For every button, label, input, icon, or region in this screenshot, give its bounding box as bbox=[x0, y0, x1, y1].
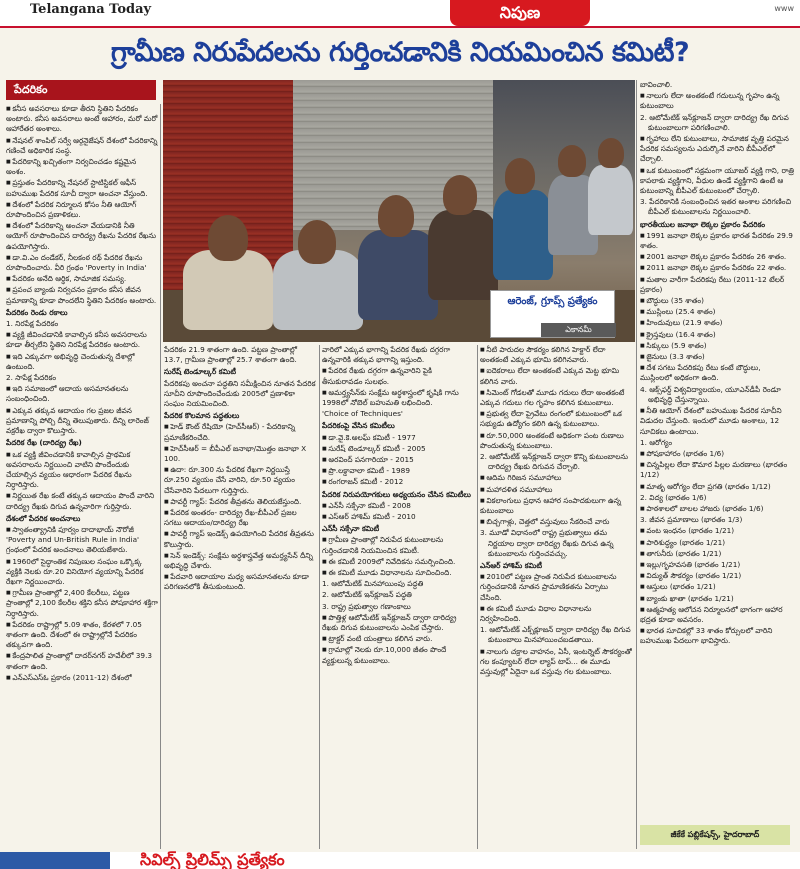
paragraph: 2. విద్య (భారతం 1/6) bbox=[640, 492, 707, 502]
bullet-point: ■ పావర్టీ గ్యాప్: పేదరిక తీవ్రతను తెలియజేస్తుంది. bbox=[164, 497, 316, 507]
bullet-point: ■ పారిశుద్ధ్యం (భారతం 1/21) bbox=[640, 538, 794, 548]
bullet-point: ■ ఈ కమిటీ మూడు విధాల విధానాలను నిర్వహించింది. bbox=[480, 604, 632, 624]
bullet-point: ■ నాలుగు చక్రాల వాహనం, ఏసీ, ఇంటర్నెట్ సౌకర్యంతో గల కంప్యూటర్ లేదా ల్యాప్ టాప్... ఈ మూడు వస్తువుల్లో ఏదైనా ఒక వస్తువు గల కుటుంబాలు. bbox=[480, 647, 632, 678]
bullet-point: ■ గ్రామాల్లో నెలకు రూ.10,000 జీతం పొందే వ్యక్తులున్న కుటుంబాలు. bbox=[322, 645, 474, 665]
subheading: సురేష్ టెండూల్కర్ కమిటీ bbox=[164, 367, 236, 377]
photo-figure-head bbox=[378, 195, 414, 237]
bullet-point: ■ ముస్లింలు (25.4 శాతం) bbox=[640, 307, 794, 317]
bullet-point: ■ భారత సూచికల్లో 33 శాతం కోర్సులలో వారిని బహుముఖ పేదలుగా భావిస్తారు. bbox=[640, 626, 794, 646]
paragraph: పేదరికం 21.9 శాతంగా ఉంది. పట్టణ ప్రాంతాల్లో 13.7, గ్రామీణ ప్రాంతాల్లో 25.7 శాతంగా ఉంది. bbox=[164, 345, 298, 365]
subheading: పేదరిక నిరుపయోగకులు అధ్యయనం చేసిన కమిటీలు bbox=[322, 489, 471, 499]
bullet-point: ■ నీటి పారుదల సౌకర్యం కలిగిన హెక్టార్ లేదా అంతకంటే ఎక్కువ భూమి కలిగినవారు. bbox=[480, 345, 632, 365]
bullet-point: ■ ఇది సమాజంలో ఆదాయ అసమానతలను సంబంధించింది. bbox=[6, 384, 158, 404]
bullet-point: ■ ఎన్‌ఎస్‌ఎస్‌ఓ ప్రకారం (2011-12) దేశంలో bbox=[6, 673, 158, 683]
bullet-point: ■ గ్రామీణ ప్రాంతాల్లో నిరుపేద కుటుంబాలను గుర్తించడానికి నియమించిన కమిటీ. bbox=[322, 535, 474, 555]
column-divider bbox=[477, 345, 478, 849]
bullet-point: ■ నేషనల్ శాంపిల్ సర్వే ఆర్గనైజేషన్ దేశంలో పేదరికాన్ని గణించే అధికారిక సంస్థ. bbox=[6, 136, 158, 156]
bullet-point: ■ అమర్త్యసేన్‌కు సంక్షేమ అర్థశాస్త్రంలో కృషికి గాను 1998లో నోబెల్ బహుమతి లభించింది. bbox=[322, 388, 474, 408]
bullet-point: ■ ఒక కుటుంబంలో సక్రమంగా యూజర్ వ్యక్తి గాని, రాత్రి కాపలాకు వ్యక్తిగాని, వీధుల ఉండే వ్యక్తిగాని ఉంటే ఆ కుటుంబాన్ని బీపీఎల్ కుటుంబంలో చేర్చాలి. bbox=[640, 166, 794, 197]
paragraph: 2. ఆటోమేటిక్ ఇన్‌క్లూజన్ పద్ధతి bbox=[322, 590, 412, 600]
bullet-point: ■ సిక్కులు (5.9 శాతం) bbox=[640, 341, 794, 351]
bullet-point: ■ పేదవారి ఆదాయాల మధ్య అసమానతలను కూడా పరిగణనలోకి తీసుకుంటుంది. bbox=[164, 572, 316, 592]
bullet-point: ■ జైనులు (3.3 శాతం) bbox=[640, 352, 794, 362]
paragraph: 3. జీవన ప్రమాణాలు (భారతం 1/3) bbox=[640, 515, 743, 525]
section-tag: పేదరికం bbox=[6, 80, 156, 100]
bullet-point: ■ సిమెంట్ గోడలతో మూడు గదులు లేదా అంతకంటే ఎక్కువ గదులు గల గృహం కలిగిన కుటుంబాలు. bbox=[480, 388, 632, 408]
bullet-point: ■ మహాదళిత సమూహాలు bbox=[480, 485, 632, 495]
bullet-point: ■ సెన్ ఇండెక్స్: సంక్షేమ అర్థశాస్త్రవేత్త అమర్త్యసేన్ దీన్ని అభివృద్ధి చేశారు. bbox=[164, 551, 316, 571]
bullet-point: ■ దేశంలో పేదరికాన్ని అంచనా వేయడానికి నీతి ఆయోగ్ రూపొందించిన దారిద్య్ర రేఖను పేదరిక రేఖను ఉపయోగిస్తారు. bbox=[6, 221, 158, 252]
bullet-point: ■ ఒక వ్యక్తి జీవించడానికి కావాల్సిన ప్రాథమిక అవసరాలను నిర్ణయించి వాటిని పొందేందుకు చేయాల్సిన వ్యయం ఆధారంగా పేదరిక రేఖను నిర్ధారిస్తారు. bbox=[6, 450, 158, 491]
paragraph: 2. సాపేక్ష పేదరికం bbox=[6, 373, 57, 383]
bullet-point: ■ ఎస్‌ఆర్ హాశిమ్ కమిటీ - 2010 bbox=[322, 512, 474, 522]
bullet-point: ■ పేదరిక అంతరం- దారిద్య్ర రేఖ-బీపీఎల్ ప్రజల సగటు ఆదాయం/దారిద్య్ర రేఖ bbox=[164, 508, 316, 528]
bullet-point: ■ 1991 జనాభా లెక్కల ప్రకారం భారత పేదరికం 29.9 శాతం. bbox=[640, 231, 794, 251]
bullet-point: ■ పోషకాహారం (భారతం 1/6) bbox=[640, 449, 794, 459]
bullet-point: ■ ఈ కమిటీ మూడు విధానాలను సూచించింది. bbox=[322, 568, 474, 578]
bullet-point: ■ డా.వై.కె.అలఘ్ కమిటీ - 1977 bbox=[322, 433, 474, 443]
bullet-point: ■ వ్యక్తి జీవించడానికి కావాల్సిన కనీస అవసరాలను కూడా తీర్చలేని స్థితిని నిరపేక్ష పేదరికం అంటారు. bbox=[6, 330, 158, 350]
paragraph: వారిలో ఎక్కువ భాగాన్ని పేదరిక రేఖకు దగ్గరగా ఉన్నవారికి తక్కువ భాగాన్ని ఇస్తుంది. bbox=[322, 345, 451, 365]
bullet-point: ■ పేదరికం అనేది ఆర్థిక, సామాజిక సమస్య. bbox=[6, 274, 158, 284]
paragraph: 3. మూడో విధానంలో రాష్ట్ర ప్రభుత్వాలు తమ నిర్ణయాల ద్వారా దారిద్య్ర రేఖకు దిగువ ఉన్న కుటుంబాలను గుర్తించవచ్చు. bbox=[480, 528, 614, 558]
column-divider bbox=[636, 80, 637, 849]
photo-figure-head bbox=[443, 175, 477, 215]
paragraph: 1. ఆటోమేటిక్ ఎక్స్‌క్లూజన్ ద్వారా దారిద్య్ర రేఖ దిగువ కుటుంబాలు మినహాయించబడతాయి. bbox=[480, 625, 631, 645]
bullet-point: ■ హెచ్‌సీఆర్ = బీపీఎల్ జనాభా/మొత్తం జనాభా X 100. bbox=[164, 444, 316, 464]
paragraph: 4. ఆక్స్‌ఫర్డ్ విశ్వవిద్యాలయం, యూఎన్‌డీపీ రెండూ అభివృద్ధి చేస్తున్నాయి. bbox=[640, 384, 781, 404]
article-column-4 bbox=[480, 345, 632, 849]
article-column-3 bbox=[322, 345, 474, 849]
masthead bbox=[0, 0, 800, 28]
bullet-point: ■ ఇది ఎక్కువగా అభివృద్ధి చెందుతున్న దేశాల్లో ఉంటుంది. bbox=[6, 352, 158, 372]
bullet-point: ■ నీతి ఆయోగ్ దేశంలో బహుముఖ పేదరిక సూచీని విడుదల చేస్తుంది. ఇందులో మూడు అంశాలు, 12 సూచికలు ఉంటాయి. bbox=[640, 406, 794, 437]
footer-text: సివిల్స్ ప్రిలిమ్స్ ప్రత్యేకం bbox=[140, 850, 285, 869]
bullet-point: ■ నిర్ణయిత రేఖ కంటే తక్కువ ఆదాయం పొందే వారిని దారిద్య్ర రేఖకు దిగువ ఉన్నవారిగా గుర్తిస్తారు. bbox=[6, 491, 158, 511]
paragraph: 1. నిరపేక్ష పేదరికం bbox=[6, 319, 59, 329]
bullet-point: ■ పేదరికం రాష్ట్రాల్లో 5.09 శాతం, కేరళలో 7.05 శాతంగా ఉంది. దేశంలో ఈ రాష్ట్రాల్లోనే పేదరికం తక్కువగా ఉంది. bbox=[6, 620, 158, 651]
bullet-point: ■ అరవింద్ పనగారియా - 2015 bbox=[322, 455, 474, 465]
paragraph: 2. ఆటోమేటిక్ ఇన్‌క్లూజన్ ద్వారా కొన్ని కుటుంబాలను దారిద్య్ర రేఖకు దిగువన చేర్చాలి. bbox=[480, 452, 629, 472]
bullet-point: ■ బౌద్ధులు (35 శాతం) bbox=[640, 296, 794, 306]
photo-figure-head bbox=[558, 145, 586, 177]
bullet-point: ■ రూ.50,000 అంతకంటే అధికంగా పంట రుణాలు పొందుతున్న కుటుంబాలు. bbox=[480, 431, 632, 451]
bullet-point: ■ ప్రపంచ బ్యాంకు నిర్వచనం ప్రకారం కనీస జీవన ప్రమాణాన్ని కూడా పొందలేని స్థితిని పేదరికం అంటారు. bbox=[6, 285, 158, 305]
web-label: www bbox=[774, 4, 794, 13]
bullet-point: ■ గృహాలు లేని కుటుంబాలు, సామాజిక వృత్తి పరమైన పేదరిక సమస్యలను ఎదుర్కొనే వారిని బీపీఎల్‌లో చేర్చాలి. bbox=[640, 134, 794, 165]
photo-tag: ఎకానమీ bbox=[541, 323, 616, 337]
paragraph: 3. పేదరికానికి సంబంధించిన ఇతర అంశాల పరిగణించి బీపీఎల్ కుటుంబాలను నిర్ణయించాలి. bbox=[640, 197, 792, 217]
photo-caption-box bbox=[490, 290, 615, 338]
bullet-point: ■ ఐదెకరాలు లేదా అంతకంటే ఎక్కువ మెట్ట భూమి కలిగిన వారు. bbox=[480, 366, 632, 386]
bullet-point: ■ ఎన్‌సీ సక్సేనా కమిటీ - 2008 bbox=[322, 501, 474, 511]
bullet-point: ■ పేదరిక రేఖకు దగ్గరగా ఉన్నవారిని పైకి తీసుకురావడం సులభం. bbox=[322, 366, 474, 386]
bullet-point: ■ ఆత్మహత్య ఆలోచన నిర్మూలనలో భాగంగా ఆహార భద్రత కూడా అవసరం. bbox=[640, 605, 794, 625]
bullet-point: ■ మతాల వారీగా పేదరికపు రేటు (2011-12 టేలర్ ప్రకారం) bbox=[640, 275, 794, 295]
subheading: ఎన్‌సీ సక్సేనా కమిటీ bbox=[322, 524, 380, 534]
paragraph: 2. ఆటోమేటిక్ ఇన్‌క్లూజన్ ద్వారా దారిద్య్ర రేఖ దిగువ కుటుంబాలుగా పరిగణించాలి. bbox=[640, 112, 789, 132]
page-headline: గ్రామీణ నిరుపేదలను గుర్తించడానికి నియమించిన కమిటీ? bbox=[110, 37, 690, 68]
bullet-point: ■ ఇల్లు/గృహవసతి (భారతం 1/21) bbox=[640, 560, 794, 570]
bullet-point: ■ తాగునీరు (భారతం 1/21) bbox=[640, 549, 794, 559]
column-divider bbox=[319, 345, 320, 849]
article-column-5 bbox=[640, 80, 794, 822]
subheading: భారతీయుల జనాభా లెక్కల ప్రకారం పేదరికం bbox=[640, 219, 766, 229]
footer-strip bbox=[0, 852, 800, 869]
byline: జీకేకే పబ్లికేషన్స్, హైదరాబాద్ bbox=[640, 825, 790, 845]
paragraph: 1. ఆటోమేటిక్ మినహాయింపు పద్ధతి bbox=[322, 579, 424, 589]
bullet-point: ■ 2011 జనాభా లెక్కల ప్రకారం పేదరికం 22 శాతం. bbox=[640, 263, 794, 273]
bullet-point: ■ 2010లో పట్టణ ప్రాంత నిరుపేద కుటుంబాలను గుర్తించడానికి నూతన ప్రామాణికతను ఏర్పాటు చేసింది. bbox=[480, 572, 632, 603]
bullet-point: ■ క్రైస్తవులు (16.4 శాతం) bbox=[640, 330, 794, 340]
subheading: పేదరికం రెండు రకాలు bbox=[6, 307, 68, 317]
bullet-point: ■ ఆస్తులు (భారతం 1/21) bbox=[640, 582, 794, 592]
bullet-point: ■ పాఠశాలలో బాలల హాజరు (భారతం 1/6) bbox=[640, 504, 794, 514]
bullet-point: ■ ప్రొ.లక్డావాలా కమిటీ - 1989 bbox=[322, 466, 474, 476]
article-column-1 bbox=[6, 104, 158, 849]
bullet-point: ■ కనీస అవసరాలు కూడా తీరని స్థితిని పేదరికం అంటారు. కనీస అవసరాలు అంటే ఆహారం, మరో మరో ఆహారేతర అంశాలు. bbox=[6, 104, 158, 135]
subheading: ఎన్‌ఆర్ హాశిమ్ కమిటీ bbox=[480, 561, 542, 571]
subheading: పేదరికంపై వేసిన కమిటీలు bbox=[322, 421, 395, 431]
paragraph: బావించాలి. bbox=[640, 80, 673, 89]
photo-figure bbox=[358, 230, 438, 320]
subheading: పేదరిక కొలమాన పద్ధతులు bbox=[164, 411, 240, 421]
bullet-point: ■ పేదరికాన్ని ఖచ్చితంగా నిర్వచించడం కష్టమైన అంశం. bbox=[6, 157, 158, 177]
bullet-point: ■ దేశంలో పేదరిక నిర్మూలన కోసం నీతి ఆయోగ్ రూపొందించిన ప్రణాళికలు. bbox=[6, 200, 158, 220]
subheading: దేశంలో పేదరిక అంచనాలు bbox=[6, 513, 81, 523]
column-divider bbox=[160, 104, 161, 849]
bullet-point: ■ హెడ్ కౌంట్ రేషియో (హెచ్‌సీఆర్) - పేదరికాన్ని ప్రమాణీకరించేది. bbox=[164, 422, 316, 442]
bullet-point: ■ వికలాంగులు ప్రధాన ఆహార సంపాదకులుగా ఉన్న కుటుంబాలు bbox=[480, 496, 632, 516]
bullet-point: ■ సురేష్ టెండూల్కర్ కమిటీ - 2005 bbox=[322, 444, 474, 454]
newspaper-name: Telangana Today bbox=[30, 2, 152, 17]
bullet-point: ■ హిందువులు (21.9 శాతం) bbox=[640, 318, 794, 328]
bullet-point: ■ కేంద్రపాలిత ప్రాంతాల్లో దాదర్‌నగర్ హవేలీలో 39.3 శాతంగా ఉంది. bbox=[6, 651, 158, 671]
bullet-point: ■ ఆదిమ గిరిజన సమూహాలు bbox=[480, 473, 632, 483]
bullet-point: ■ బిచ్చగాళ్లు, చెత్తలో వస్తువులు సేకరించే వారు bbox=[480, 517, 632, 527]
bullet-point: ■ డా.వి.ఎం దండేకర్, నీలకంఠ రథ్ పేదరిక రేఖను రూపొందించారు. వీరి గ్రంథం 'Poverty in India' bbox=[6, 253, 158, 273]
photo-figure bbox=[588, 165, 633, 235]
bullet-point: ■ బ్యాంకు ఖాతా (భారతం 1/21) bbox=[640, 594, 794, 604]
bullet-point: ■ దేశ సగటు పేదరికపు రేటు కంటే బౌద్ధులు, ముస్లింలలో అధికంగా ఉంది. bbox=[640, 363, 794, 383]
bullet-point: ■ ఉదా: రూ.300 ను పేదరిక రేఖగా నిర్ణయిస్తే రూ.250 వ్యయం చేసే వారిని, రూ.50 వ్యయం చేసేవారిని పేదలుగా గుర్తిస్తారు. bbox=[164, 465, 316, 496]
bullet-point: ■ గ్రామీణ ప్రాంతాల్లో 2,400 కేలరీలు, పట్టణ ప్రాంతాల్లో 2,100 కేలరీల శక్తిని కనీస పోషకాహార శక్తిగా నిర్ధారిస్తారు. bbox=[6, 588, 158, 619]
bullet-point: ■ పావర్టీ గ్యాప్ ఇండెక్స్ ఉపయోగించి పేదరిక తీవ్రతను కొలుస్తారు. bbox=[164, 529, 316, 549]
bullet-point: ■ ఈ కమిటీ 2009లో నివేదికను సమర్పించింది. bbox=[322, 557, 474, 567]
subheading: పేదరిక రేఖ (దారిద్య్ర రేఖ) bbox=[6, 438, 82, 448]
photo-figure bbox=[428, 210, 498, 300]
photo-figure bbox=[183, 250, 273, 330]
bullet-point: ■ 1960లో సైద్ధాంతిక నిపుణుల సంఘం ఒక్కొక్క వ్యక్తికి నెలకు రూ.20 వినియోగ వ్యయాన్ని పేదరిక రేఖగా నిర్ణయించారు. bbox=[6, 557, 158, 588]
bullet-point: ■ ఎక్కువ తక్కువ ఆదాయం గల ప్రజల జీవన ప్రమాణాన్ని పోల్చి దీన్ని తెలుపుతారు. దీన్ని లారెంజ్ వక్రరేఖ ద్వారా కొలుస్తారు. bbox=[6, 406, 158, 437]
footer-blue-block bbox=[0, 852, 110, 869]
article-column-2 bbox=[164, 345, 316, 849]
bullet-point: ■ ట్రాక్టర్ వంటి యంత్రాలు కలిగిన వారు. bbox=[322, 634, 474, 644]
bullet-point: ■ వంట ఇంధనం (భారతం 1/21) bbox=[640, 526, 794, 536]
photo-figure-head bbox=[298, 220, 336, 264]
bullet-point: ■ ప్రస్తుతం పేదరికాన్ని నేషనల్ స్టాటిస్టికల్ ఆఫీస్ బహుముఖ పేదరిక సూచీ ద్వారా అంచనా వేస్తుంది. bbox=[6, 178, 158, 198]
bullet-point: ■ మాతృ ఆరోగ్యం లేదా ప్రగతి (భారతం 1/12) bbox=[640, 482, 794, 492]
paragraph: పేదరికపు అంచనా పద్ధతిని సమీక్షించిన నూతన పేదరిక సూచీని రూపొందించేందుకు 2005లో ప్రణాళికా సంఘం నియమించింది. bbox=[164, 378, 316, 409]
bullet-point: ■ నాలుగు లేదా అంతకంటే గదులున్న గృహం ఉన్న కుటుంబాలు bbox=[640, 91, 794, 111]
bullet-point: ■ పొత్తిళ్ల ఆటోమేటిక్ ఇన్‌క్లూజన్ ద్వారా దారిద్య్ర రేఖకు దిగువ కుటుంబాలను ఎంపిక చేస్తారు. bbox=[322, 613, 474, 633]
paragraph: 'Choice of Techniques' bbox=[322, 409, 403, 419]
bullet-point: ■ 2001 జనాభా లెక్కల ప్రకారం పేదరికం 26 శాతం. bbox=[640, 252, 794, 262]
photo-figure-head bbox=[208, 215, 248, 261]
photo-caption: ఆరెంజ్, గ్రూప్స్ ప్రత్యేకం bbox=[507, 296, 598, 307]
photo-figure-head bbox=[598, 138, 624, 168]
bullet-point: ■ రంగరాజన్ కమిటీ - 2012 bbox=[322, 477, 474, 487]
photo-figure bbox=[493, 190, 553, 280]
bullet-point: ■ స్వాతంత్య్రానికి పూర్వం దాదాభాయ్ నౌరోజీ 'Poverty and Un-British Rule in India' గ్రంథంలో పేదరిక అంచనాలు తెలియజేశారు. bbox=[6, 525, 158, 556]
bullet-point: ■ ప్రభుత్వ లేదా ప్రైవేటు రంగంలో కుటుంబంలో ఒక సభ్యుడు ఉద్యోగం కలిగి ఉన్న కుటుంబాలు. bbox=[480, 409, 632, 429]
paragraph: 3. రాష్ట్ర ప్రభుత్వాల గణాంకాలు bbox=[322, 601, 411, 611]
bullet-point: ■ చిన్నపిల్లల లేదా కౌమార పిల్లల మరణాలు (భారతం 1/12) bbox=[640, 460, 794, 480]
section-logo: నిపుణ bbox=[450, 0, 590, 26]
photo-figure-head bbox=[505, 158, 535, 194]
paragraph: 1. ఆరోగ్యం bbox=[640, 437, 673, 447]
bullet-point: ■ విద్యుత్ సౌకర్యం (భారతం 1/21) bbox=[640, 571, 794, 581]
